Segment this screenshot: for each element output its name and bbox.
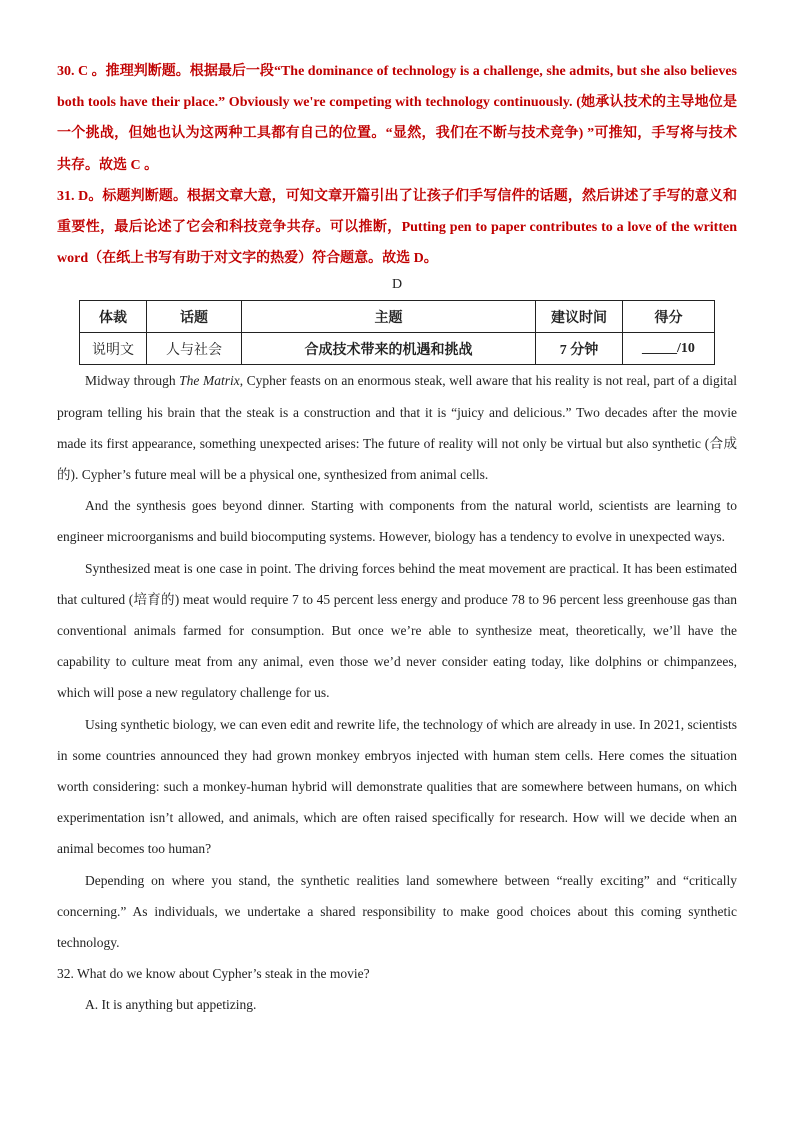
- header-suggested-time: 建议时间: [536, 301, 623, 333]
- table-header-row: [80, 301, 715, 333]
- answer-explanations: [57, 56, 737, 274]
- cell-theme: 合成技术带来的机遇和挑战: [242, 333, 536, 365]
- document-page: [57, 56, 737, 1021]
- reading-passage: [57, 365, 737, 1020]
- paragraph-5: Depending on where you stand, the synthetic realities land somewhere between “really exciting” and “critically concerning.” As individuals, we undertake a shared responsibility to make good choices about this coming synthetic technology.: [57, 872, 737, 951]
- table-row: [80, 333, 715, 365]
- passage-info-table: [79, 300, 715, 365]
- header-score: 得分: [623, 301, 715, 333]
- movie-title: The Matrix: [179, 373, 240, 389]
- answer-31: 31. D。标题判断题。根据文章大意，可知文章开篇引出了让孩子们手写信件的话题，然后讲述了手写的意义和重要性，最后论述了它会和科技竞争共存。可以推断，Putting pen to paper contributes to a love of the written word（在纸上书写有助于对文字的热爱）符合题意。故选 D。: [57, 188, 737, 267]
- header-topic: 话题: [147, 301, 242, 333]
- header-theme: 主题: [242, 301, 536, 333]
- paragraph-2: And the synthesis goes beyond dinner. Starting with components from the natural world, scientists are learning to engineer microorganisms and build biocomputing systems. However, biology has a tendency to evolve in unexpected ways.: [57, 498, 737, 545]
- cell-score: _____/10: [623, 333, 715, 365]
- paragraph-1: [57, 365, 737, 490]
- paragraph-3: Synthesized meat is one case in point. The driving forces behind the meat movement are practical. It has been estimated that cultured (培育的) meat would require 7 to 45 percent less energy and produce 78 to 96 percent less greenhouse gas than conventional animals farmed for consumption. But once we’re able to synthesize meat, theoretically, we’ll have the capability to culture meat from any animal, even those we’d never consider eating today, like dolphins or chimpanzees, which will pose a new regulatory challenge for us.: [57, 560, 737, 701]
- question-32: 32. What do we know about Cypher’s steak in the movie?: [57, 966, 370, 982]
- cell-suggested-time: 7 分钟: [536, 333, 623, 365]
- section-label: D: [391, 277, 403, 293]
- cell-genre: 说明文: [80, 333, 147, 365]
- paragraph-1-start: Midway through: [85, 373, 180, 389]
- answer-30: 30. C 。推理判断题。根据最后一段“The dominance of technology is a challenge, she admits, but she also believes both tools have their place.” Obviously we're competing with technology continuously. (她承认技术的主导地位是一个挑战，但她也认为这两种工具都有自己的位置。“显然，我们在不断与技术竞争) ”可推知，手写将与技术共存。故选 C 。: [57, 64, 737, 173]
- header-genre: 体裁: [80, 301, 147, 333]
- option-a[interactable]: A. It is anything but appetizing.: [85, 997, 257, 1013]
- cell-topic: 人与社会: [147, 333, 242, 365]
- paragraph-4: Using synthetic biology, we can even edit and rewrite life, the technology of which are already in use. In 2021, scientists in some countries announced they had grown monkey embryos injected with human stem cells. Here comes the situation worth considering: such a monkey-human hybrid will demonstrate qualities that are somewhere between humans, on which experimentation isn’t allowed, and animals, which are often raised specifically for research. How will we decide when an animal becomes too human?: [57, 716, 737, 857]
- paragraph-1-rest: , Cypher feasts on an enormous steak, well aware that his reality is not real, part of a digital program telling his brain that the steak is a construction and that it is “juicy and delicious.” Two decades after the movie made its first appearance, something unexpected arises: The future of reality will not only be virtual but also synthetic (合成的). Cypher’s future meal will be a physical one, synthesized from animal cells.: [57, 373, 737, 483]
